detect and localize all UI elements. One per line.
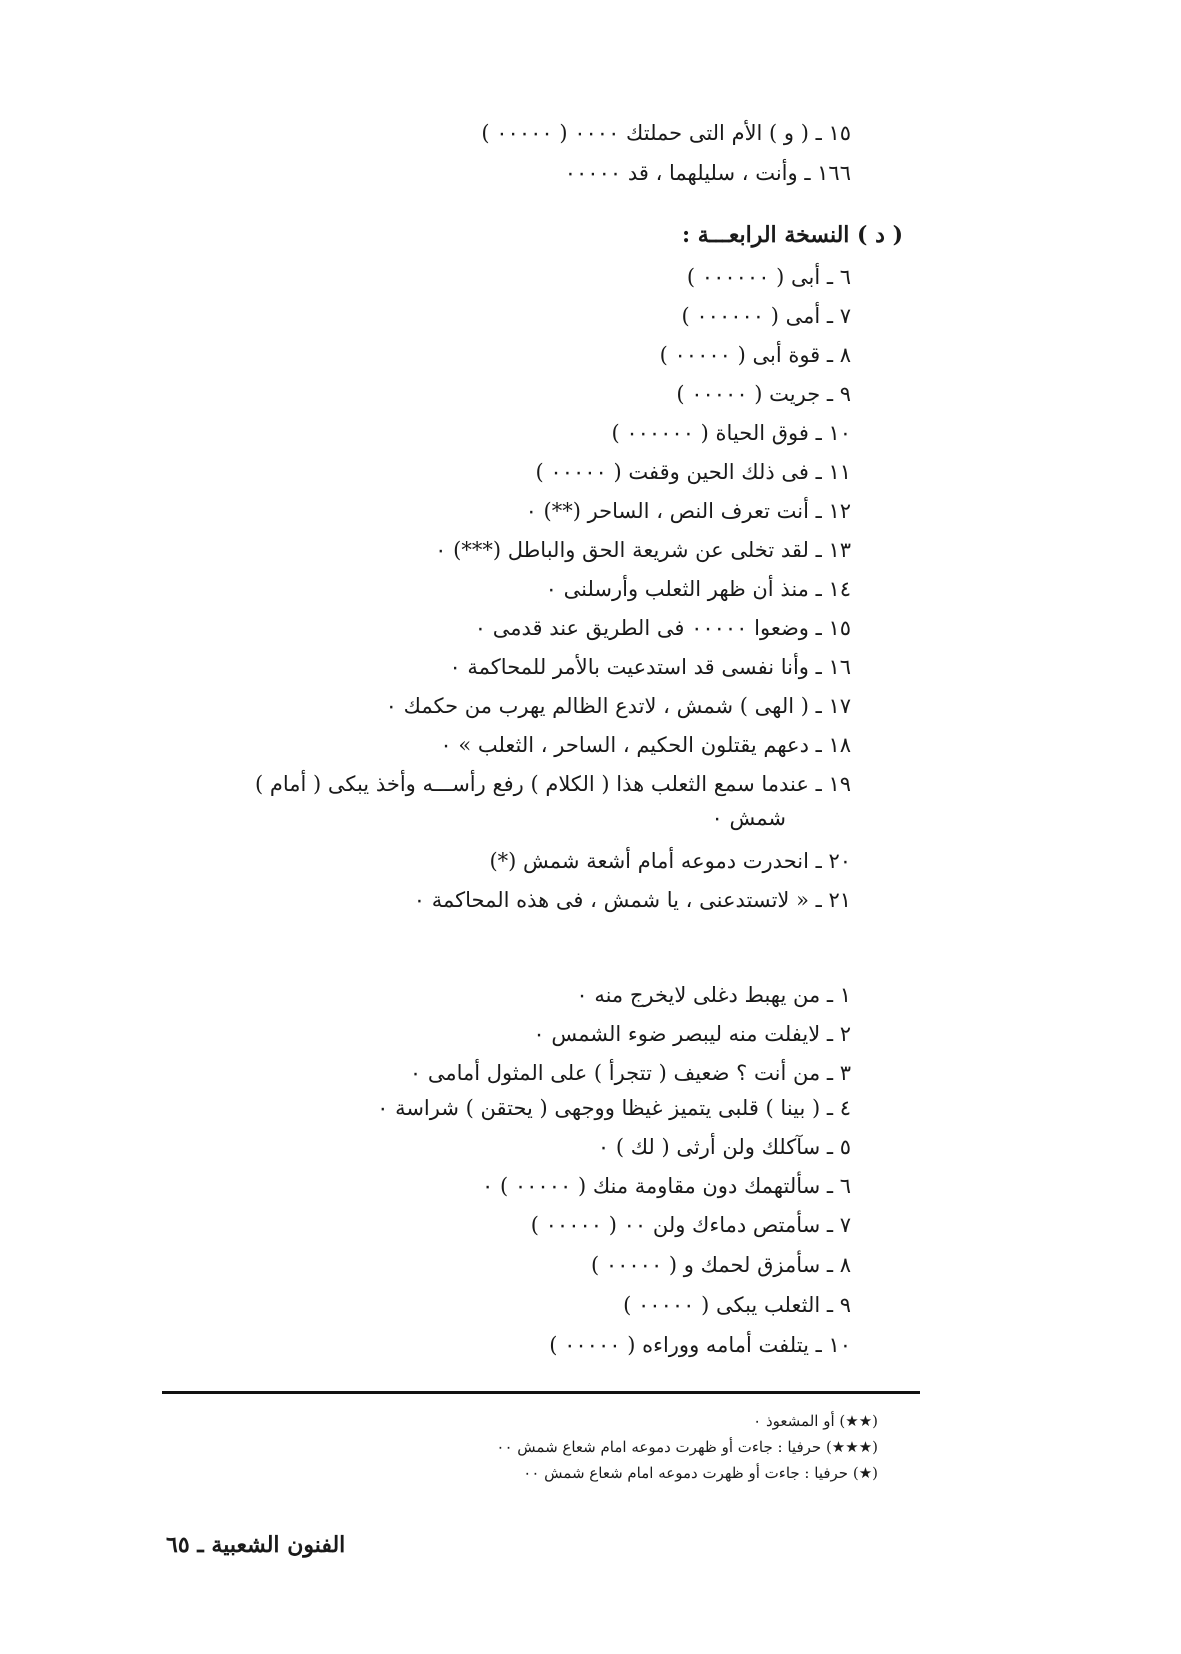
list-line-5: ٥ ـ سآكلك ولن أرثى ( لك ) ٠ xyxy=(597,1135,851,1159)
section-d-line-20: ٢٠ ـ انحدرت دموعه أمام أشعة شمش (*) xyxy=(489,849,851,873)
section-d-line-18: ١٨ ـ دعهم يقتلون الحكيم ، الساحر ، الثعلب » ٠ xyxy=(440,733,851,757)
section-d-line-9: ٩ ـ جريت ( ٠٠٠٠٠ ) xyxy=(676,382,851,406)
section-d-line-15: ١٥ ـ وضعوا ٠٠٠٠٠ فى الطريق عند قدمى ٠ xyxy=(474,616,851,640)
page-footer: الفنون الشعبية ـ ٦٥ xyxy=(166,1532,346,1558)
list-line-4: ٤ ـ ( بينا ) قلبى يتميز غيظا ووجهى ( يحتقن ) شراسة ٠ xyxy=(377,1096,851,1120)
section-d-line-7: ٧ ـ أمى ( ٠٠٠٠٠٠ ) xyxy=(681,304,851,328)
footnote-3: (★) حرفيا : جاءت أو ظهرت دموعه امام شعاع شمش ٠٠ xyxy=(523,1464,878,1482)
section-d-line-17: ١٧ ـ ( الهى ) شمش ، لاتدع الظالم يهرب من حكمك ٠ xyxy=(385,694,851,718)
section-heading: ( د ) النسخة الرابعـــة : xyxy=(681,222,903,248)
list-line-6: ٦ ـ سألتهمك دون مقاومة منك ( ٠٠٠٠٠ ) ٠ xyxy=(482,1174,851,1198)
top-line-1: ١٥ ـ ( و ) الأم التى حملتك ٠٠٠٠ ( ٠٠٠٠٠ ) xyxy=(481,121,851,145)
footnote-2: (★★★) حرفيا : جاءت أو ظهرت دموعه امام شعاع شمش ٠٠ xyxy=(496,1438,878,1456)
section-d-line-19: ١٩ ـ عندما سمع الثعلب هذا ( الكلام ) رفع رأســـه وأخذ يبكى ( أمام ) xyxy=(254,772,851,796)
section-d-line-11: ١١ ـ فى ذلك الحين وقفت ( ٠٠٠٠٠ ) xyxy=(535,460,851,484)
section-d-line-10: ١٠ ـ فوق الحياة ( ٠٠٠٠٠٠ ) xyxy=(611,421,851,445)
section-d-line-12: ١٢ ـ أنت تعرف النص ، الساحر (**) ٠ xyxy=(525,499,851,523)
list-line-9: ٩ ـ الثعلب يبكى ( ٠٠٠٠٠ ) xyxy=(623,1293,851,1317)
list-line-8: ٨ ـ سأمزق لحمك و ( ٠٠٠٠٠ ) xyxy=(590,1253,851,1277)
section-d-line-21: ٢١ ـ « لاتستدعنى ، يا شمش ، فى هذه المحاكمة ٠ xyxy=(413,888,851,912)
list-line-7: ٧ ـ سأمتص دماءك ولن ٠٠ ( ٠٠٠٠٠ ) xyxy=(530,1213,851,1237)
footnote-1: (★★) أو المشعوذ ٠ xyxy=(753,1412,878,1430)
list-line-1: ١ ـ من يهبط دغلى لايخرج منه ٠ xyxy=(576,983,851,1007)
footnote-rule xyxy=(162,1391,920,1394)
section-d-line-16: ١٦ ـ وأنا نفسى قد استدعيت بالأمر للمحاكمة ٠ xyxy=(449,655,851,679)
top-line-2: ١٦٦ ـ وأنت ، سليلهما ، قد ٠٠٠٠٠ xyxy=(564,161,851,185)
list-line-3: ٣ ـ من أنت ؟ ضعيف ( تتجرأ ) على المثول أمامى ٠ xyxy=(409,1061,851,1085)
section-d-line-19-cont: شمش ٠ xyxy=(711,806,786,830)
section-d-line-6: ٦ ـ أبى ( ٠٠٠٠٠٠ ) xyxy=(686,265,851,289)
section-d-line-13: ١٣ ـ لقد تخلى عن شريعة الحق والباطل (***) ٠ xyxy=(435,538,851,562)
section-d-line-8: ٨ ـ قوة أبى ( ٠٠٠٠٠ ) xyxy=(659,343,851,367)
section-d-line-14: ١٤ ـ منذ أن ظهر الثعلب وأرسلنى ٠ xyxy=(545,577,851,601)
list-line-10: ١٠ ـ يتلفت أمامه ووراءه ( ٠٠٠٠٠ ) xyxy=(549,1333,851,1357)
list-line-2: ٢ ـ لايفلت منه ليبصر ضوء الشمس ٠ xyxy=(533,1022,851,1046)
